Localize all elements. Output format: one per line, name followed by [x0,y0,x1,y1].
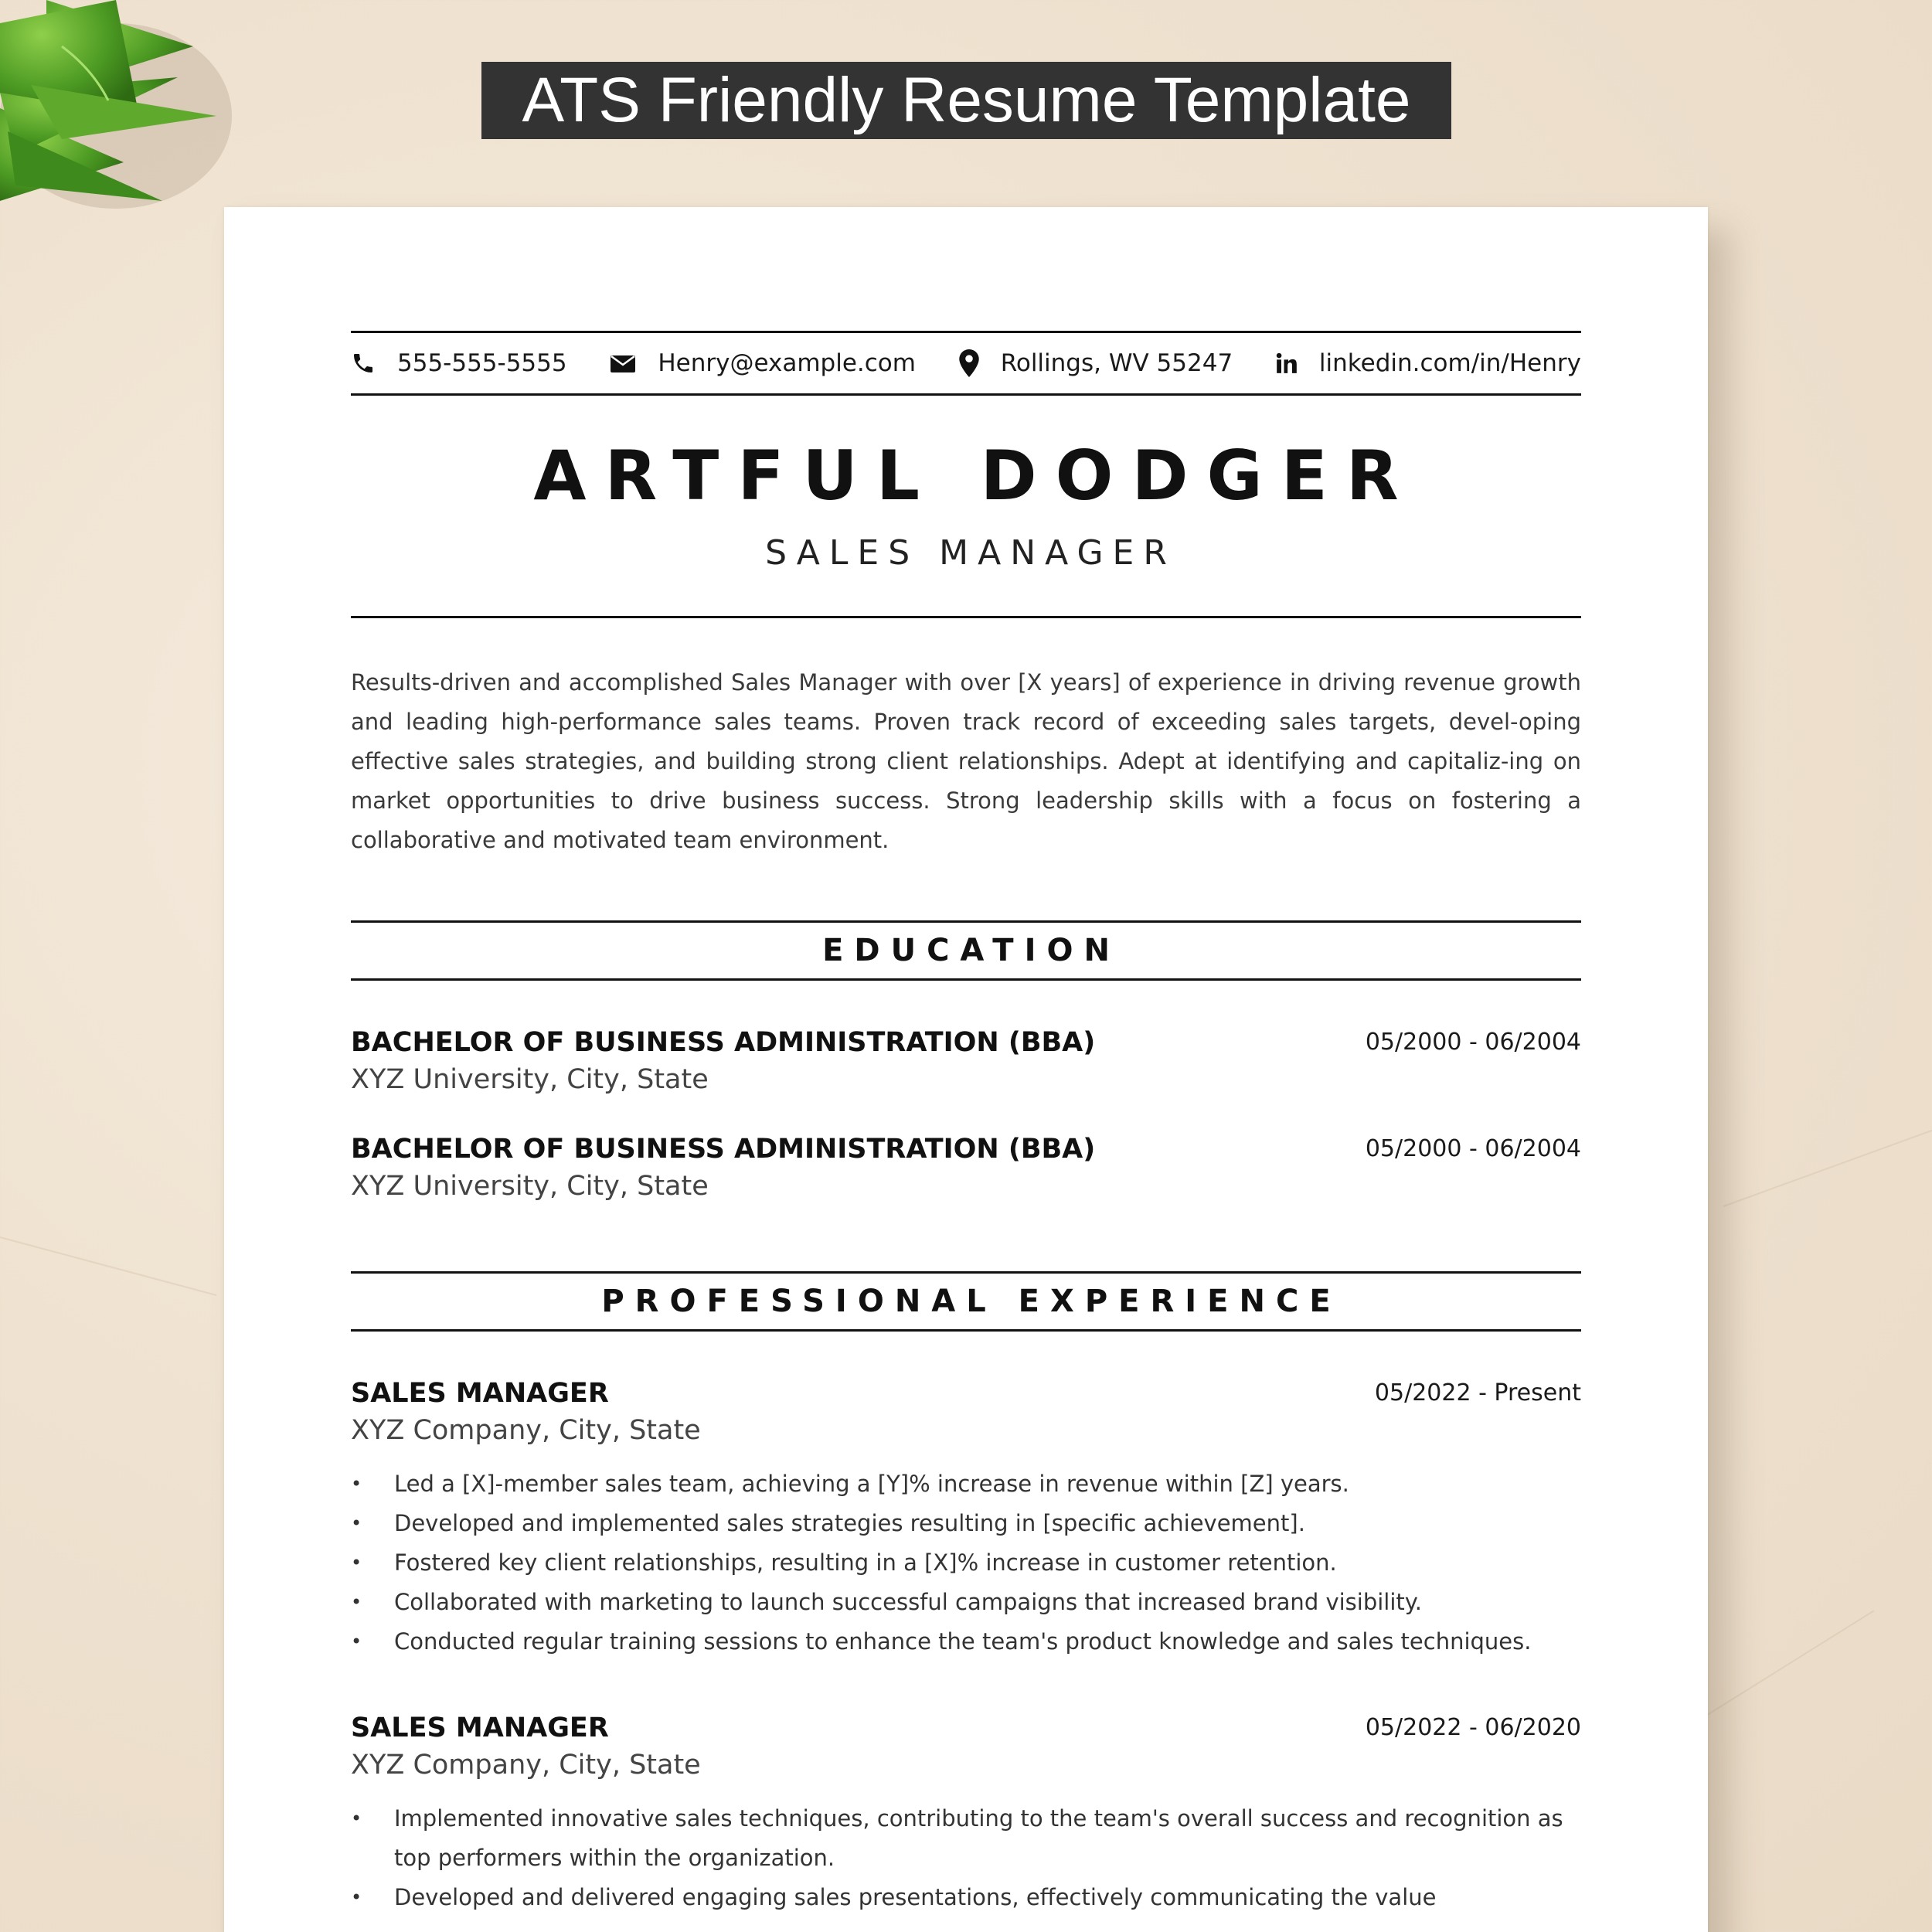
experience-entry [351,1711,1581,1917]
school-name: XYZ University, City, State [351,1064,709,1095]
education-heading: EDUCATION [351,920,1581,981]
education-dates: 05/2000 - 06/2004 [1365,1135,1581,1162]
contact-phone [351,349,567,377]
resume-content [351,331,1581,1917]
template-title-banner [481,62,1451,139]
job-bullet: • Fostered key client relationships, resulting in a [X]% increase in customer retention. [351,1543,1581,1583]
degree-title: BACHELOR OF BUSINESS ADMINISTRATION (BBA) [351,1134,1096,1165]
experience-heading: PROFESSIONAL EXPERIENCE [351,1271,1581,1332]
education-entry [351,1026,1581,1100]
job-bullet: • Implemented innovative sales techniques, contributing to the team's overall success and recognition as top performers within the organization. [351,1799,1581,1878]
candidate-name: ARTFUL DODGER [533,436,1417,515]
contact-bar [351,331,1581,396]
contact-email [610,349,916,377]
header-divider [351,616,1581,618]
map-pin-icon [959,349,979,377]
job-bullet: • Led a [X]-member sales team, achieving a [Y]% increase in revenue within [Z] years. [351,1464,1581,1504]
job-dates: 05/2022 - 06/2020 [1365,1714,1581,1741]
resume-page [224,207,1708,1932]
job-bullets [351,1799,1581,1917]
job-bullet: • Developed and delivered engaging sales presentations, effectively communicating the value [351,1878,1581,1917]
phone-icon [351,351,376,376]
company-name: XYZ Company, City, State [351,1750,701,1781]
education-entry [351,1132,1581,1206]
company-name: XYZ Company, City, State [351,1415,701,1446]
location-text: Rollings, WV 55247 [1000,349,1233,377]
contact-linkedin [1276,349,1581,377]
experience-entry [351,1376,1581,1662]
job-title: SALES MANAGER [351,1713,609,1743]
contact-location [959,349,1233,377]
marble-vein [0,1236,216,1296]
job-bullet: • Developed and implemented sales strategies resulting in [specific achievement]. [351,1504,1581,1543]
degree-title: BACHELOR OF BUSINESS ADMINISTRATION (BBA) [351,1027,1096,1058]
banner-title: ATS Friendly Resume Template [522,65,1411,135]
linkedin-text: linkedin.com/in/Henry [1318,349,1581,377]
job-bullet: • Conducted regular training sessions to enhance the team's product knowledge and sales techniques. [351,1622,1581,1662]
school-name: XYZ University, City, State [351,1171,709,1202]
marble-vein [1723,1126,1932,1206]
job-bullet: • Collaborated with marketing to launch successful campaigns that increased brand visibility. [351,1583,1581,1622]
education-dates: 05/2000 - 06/2004 [1365,1029,1581,1056]
email-text: Henry@example.com [658,349,916,377]
job-title: SALES MANAGER [351,1378,609,1409]
phone-text: 555-555-5555 [397,349,567,377]
linkedin-icon [1276,352,1298,374]
envelope-icon [610,353,636,373]
job-dates: 05/2022 - Present [1374,1379,1581,1406]
summary-paragraph: Results-driven and accomplished Sales Manager with over [X years] of experience in driving revenue growth and leading high-performance sales teams. Proven track record of exceeding sales targets, devel-oping effective sales strategies, and building strong client relationships. Adept at identifying and capitaliz-ing on market opportunities to drive business success. Strong leadership skills with a focus on fostering a collaborative and motivated team environment. [351,669,1581,853]
succulent-plant-decoration [0,0,263,232]
candidate-role: SALES MANAGER [765,533,1176,573]
job-bullets [351,1464,1581,1662]
